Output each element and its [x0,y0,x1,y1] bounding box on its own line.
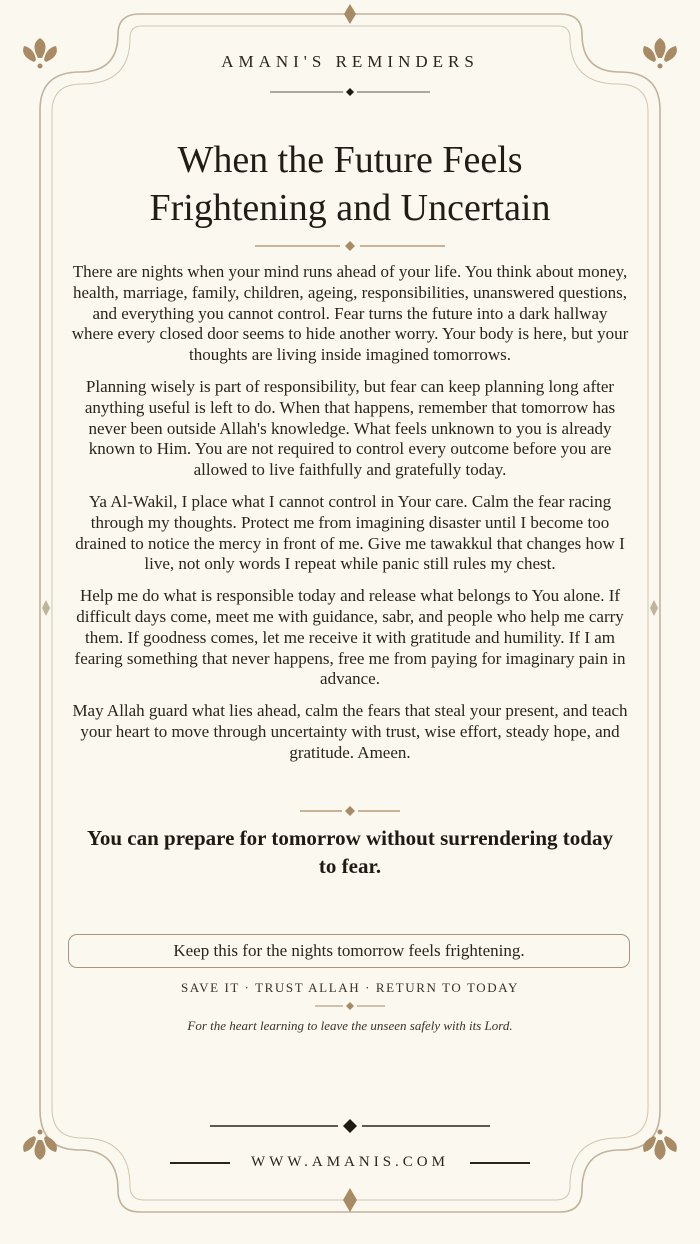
title-divider [255,240,445,252]
bottom-diamond-ornament [343,1188,357,1212]
header-divider [210,88,490,96]
brand-name: AMANI'S REMINDERS [221,52,479,71]
takeaway-quote [80,824,620,880]
title-line-1: When the Future Feels [177,139,523,181]
title-line-2: Frightening and Uncertain [149,187,551,229]
takeaway-line-1: You can prepare for tomorrow without surrendering today [87,826,613,850]
closing-divider [315,1001,385,1011]
reflection-body [70,262,630,775]
top-diamond-ornament [344,4,356,24]
paragraph-1: There are nights when your mind runs ahead of your life. You think about money, health, marriage, family, children, ageing, responsibilities, unanswered questions, and everything you cannot control. Fear turns the future into a dark hallway where every closed door seems to hide another worry. Your body is here, but your thoughts are living inside imagined tomorrows. [71,262,629,365]
paragraph-2: Planning wisely is part of responsibility, but fear can keep planning long after anything useful is left to do. When that happens, remember that tomorrow has never been outside Allah's knowledge. What feels unknown to you is already known to Him. You are not required to control every outcome before you are allowed to live faithfully and gratefully today. [84,376,616,480]
paragraph-3: Ya Al-Wakil, I place what I cannot control in Your care. Calm the fear racing through my thoughts. Protect me from imagining disaster until I become too drained to notice the mercy in front of me. Give me tawakkul that changes how I live, not only words I repeat while panic still rules my chest. [75,491,625,574]
keep-note-box [68,934,630,968]
takeaway-line-2: to fear. [318,854,382,878]
website-line-right [470,1162,530,1164]
footer-divider [210,1119,490,1133]
keep-note-text: Keep this for the nights tomorrow feels frightening. [173,941,525,960]
paragraph-4: Help me do what is responsible today and release what belongs to You alone. If difficult days come, meet me with guidance, sabr, and people who help me carry them. If goodness comes, let me receive it with gratitude and humility. If I am fearing something that never happens, free me from paying for imaginary pain in advance. [74,586,626,689]
page-title [60,136,640,232]
paragraph-5: May Allah guard what lies ahead, calm the fears that steal your present, and teach your heart to move through uncertainty with trust, wise effort, steady hope, and gratitude. Ameen. [72,701,628,762]
closing-dedication: For the heart learning to leave the unseen safely with its Lord. [187,1018,513,1033]
action-line: SAVE IT · TRUST ALLAH · RETURN TO TODAY [180,980,520,995]
takeaway-divider [300,804,400,818]
website-url: WWW.AMANIS.COM [251,1154,449,1170]
